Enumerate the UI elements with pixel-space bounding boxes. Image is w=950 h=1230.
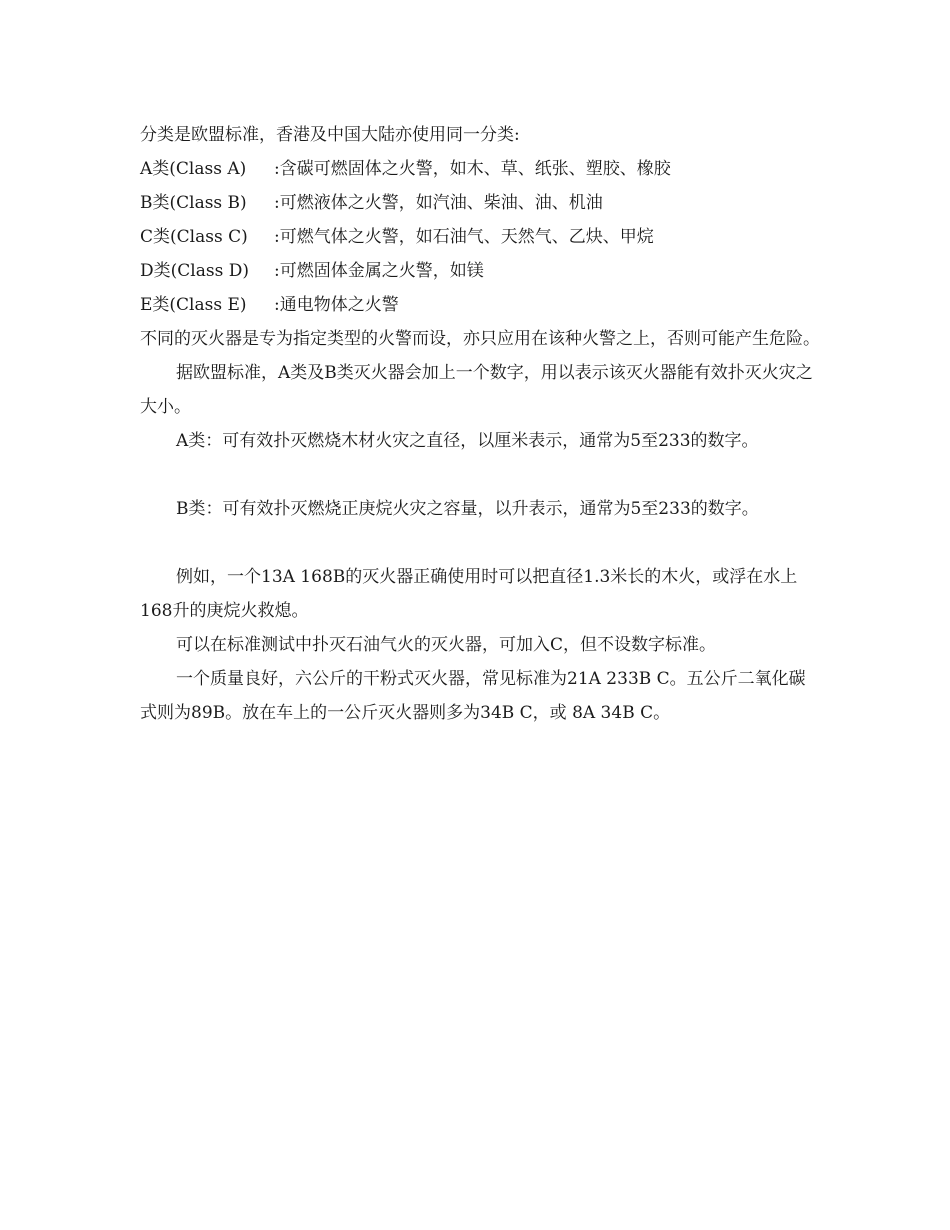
class-row-c (140, 220, 820, 254)
class-label: D类(Class D) (140, 261, 249, 281)
class-description: :通电物体之火警 (274, 295, 399, 315)
class-c-note-paragraph: 可以在标准测试中扑灭石油气火的灭火器，可加入C，但不设数字标准。 (176, 635, 717, 655)
eu-rating-paragraph: 据欧盟标准，A类及B类灭火器会加上一个数字，用以表示该灭火器能有效扑灭火灾之大小。 (140, 363, 813, 417)
warning-paragraph: 不同的灭火器是专为指定类型的火警而设，亦只应用在该种火警之上，否则可能产生危险。 (140, 329, 820, 349)
class-row-e (140, 288, 820, 322)
example-paragraph: 例如，一个13A 168B的灭火器正确使用时可以把直径1.3米长的木火，或浮在水上168升的庚烷火救熄。 (140, 567, 798, 621)
class-description: :可燃气体之火警，如石油气、天然气、乙炔、甲烷 (274, 227, 654, 247)
class-label: E类(Class E) (140, 295, 247, 315)
class-description: :可燃固体金属之火警，如镁 (274, 261, 484, 281)
class-label: C类(Class C) (140, 227, 248, 247)
paragraph-gap (140, 458, 820, 492)
class-row-b (140, 186, 820, 220)
class-label: A类(Class A) (140, 159, 247, 179)
document-body (140, 118, 820, 730)
intro-text: 分类是欧盟标准，香港及中国大陆亦使用同一分类: (140, 125, 520, 145)
class-b-rating-paragraph: B类：可有效扑灭燃烧正庚烷火灾之容量，以升表示，通常为5至233的数字。 (176, 499, 759, 519)
class-a-rating-paragraph: A类：可有效扑灭燃烧木材火灾之直径，以厘米表示，通常为5至233的数字。 (176, 431, 759, 451)
class-description: :含碳可燃固体之火警，如木、草、纸张、塑胶、橡胶 (274, 159, 671, 179)
common-ratings-paragraph: 一个质量良好，六公斤的干粉式灭火器，常见标准为21A 233B C。五公斤二氧化碳式则为89B。放在车上的一公斤灭火器则多为34B C，或 8A 34B C。 (140, 669, 806, 723)
class-row-a (140, 152, 820, 186)
class-row-d (140, 254, 820, 288)
class-description: :可燃液体之火警，如汽油、柴油、油、机油 (274, 193, 603, 213)
class-label: B类(Class B) (140, 193, 247, 213)
paragraph-gap (140, 526, 820, 560)
